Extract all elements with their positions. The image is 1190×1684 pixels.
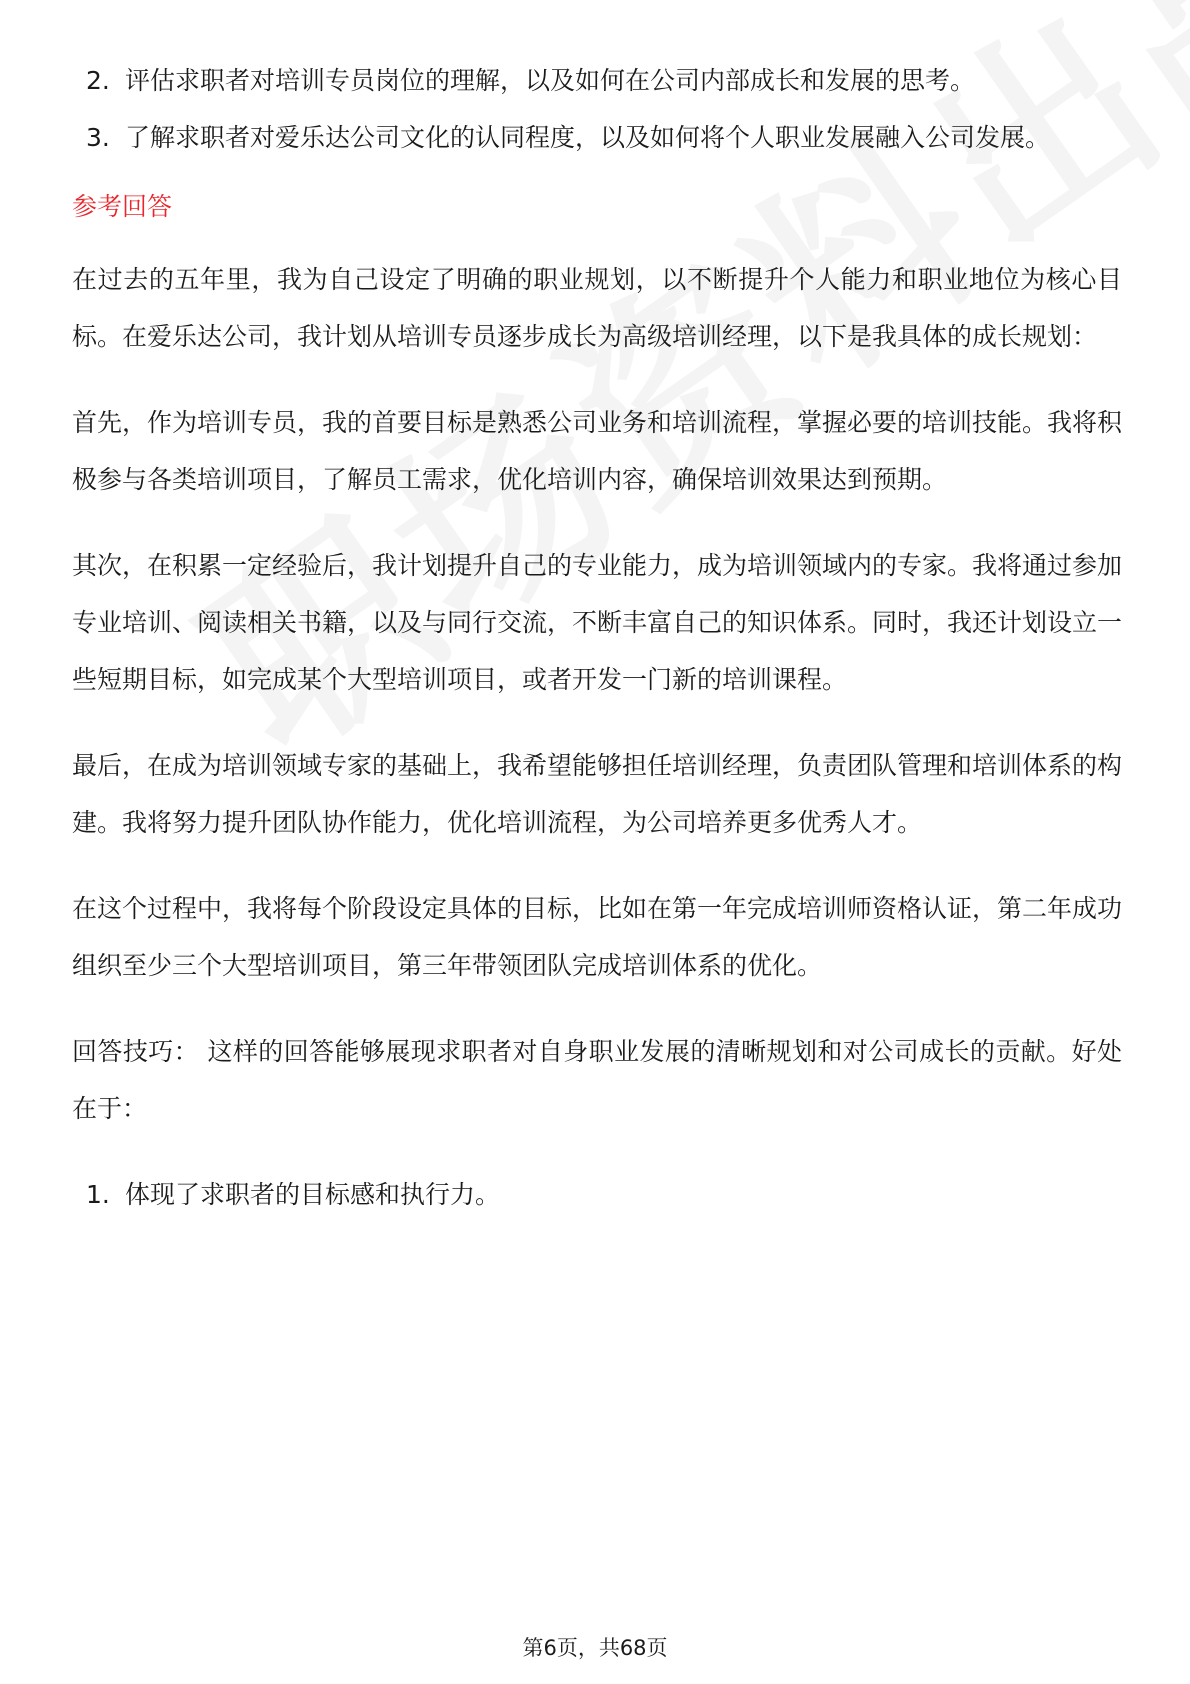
page-content	[72, 52, 1122, 1223]
list-item	[72, 52, 1122, 109]
paragraph: 其次，在积累一定经验后，我计划提升自己的专业能力，成为培训领域内的专家。我将通过参加专业培训、阅读相关书籍，以及与同行交流，不断丰富自己的知识体系。同时，我还计划设立一些短期目标，如完成某个大型培训项目，或者开发一门新的培训课程。	[72, 551, 1123, 694]
list-item-text: 了解求职者对爱乐达公司文化的认同程度，以及如何将个人职业发展融入公司发展。	[125, 123, 1051, 152]
paragraph: 首先，作为培训专员，我的首要目标是熟悉公司业务和培训流程，掌握必要的培训技能。我将积极参与各类培训项目，了解员工需求，优化培训内容，确保培训效果达到预期。	[72, 408, 1123, 494]
list-item	[72, 109, 1122, 166]
list-item-number: 3.	[86, 123, 110, 152]
list-item-text: 体现了求职者的目标感和执行力。	[125, 1180, 501, 1209]
paragraph: 最后，在成为培训领域专家的基础上，我希望能够担任培训经理，负责团队管理和培训体系的构建。我将努力提升团队协作能力，优化培训流程，为公司培养更多优秀人才。	[72, 751, 1123, 837]
section-heading: 参考回答	[72, 192, 173, 221]
list-item	[72, 1166, 1122, 1223]
intro-numbered-list	[72, 52, 1122, 166]
answer-tips-paragraph: 回答技巧： 这样的回答能够展现求职者对自身职业发展的清晰规划和对公司成长的贡献。好处在于：	[72, 1037, 1122, 1123]
list-item-text: 评估求职者对培训专员岗位的理解，以及如何在公司内部成长和发展的思考。	[125, 66, 976, 95]
list-item-number: 1.	[86, 1180, 110, 1209]
tips-numbered-list	[72, 1166, 1122, 1223]
paragraph: 在过去的五年里，我为自己设定了明确的职业规划，以不断提升个人能力和职业地位为核心目标。在爱乐达公司，我计划从培训专员逐步成长为高级培训经理，以下是我具体的成长规划：	[72, 265, 1122, 351]
paragraph: 在这个过程中，我将每个阶段设定具体的目标，比如在第一年完成培训师资格认证，第二年成功组织至少三个大型培训项目，第三年带领团队完成培训体系的优化。	[72, 894, 1123, 980]
list-item-number: 2.	[86, 66, 110, 95]
page-number-footer: 第6页，共68页	[522, 1636, 668, 1660]
